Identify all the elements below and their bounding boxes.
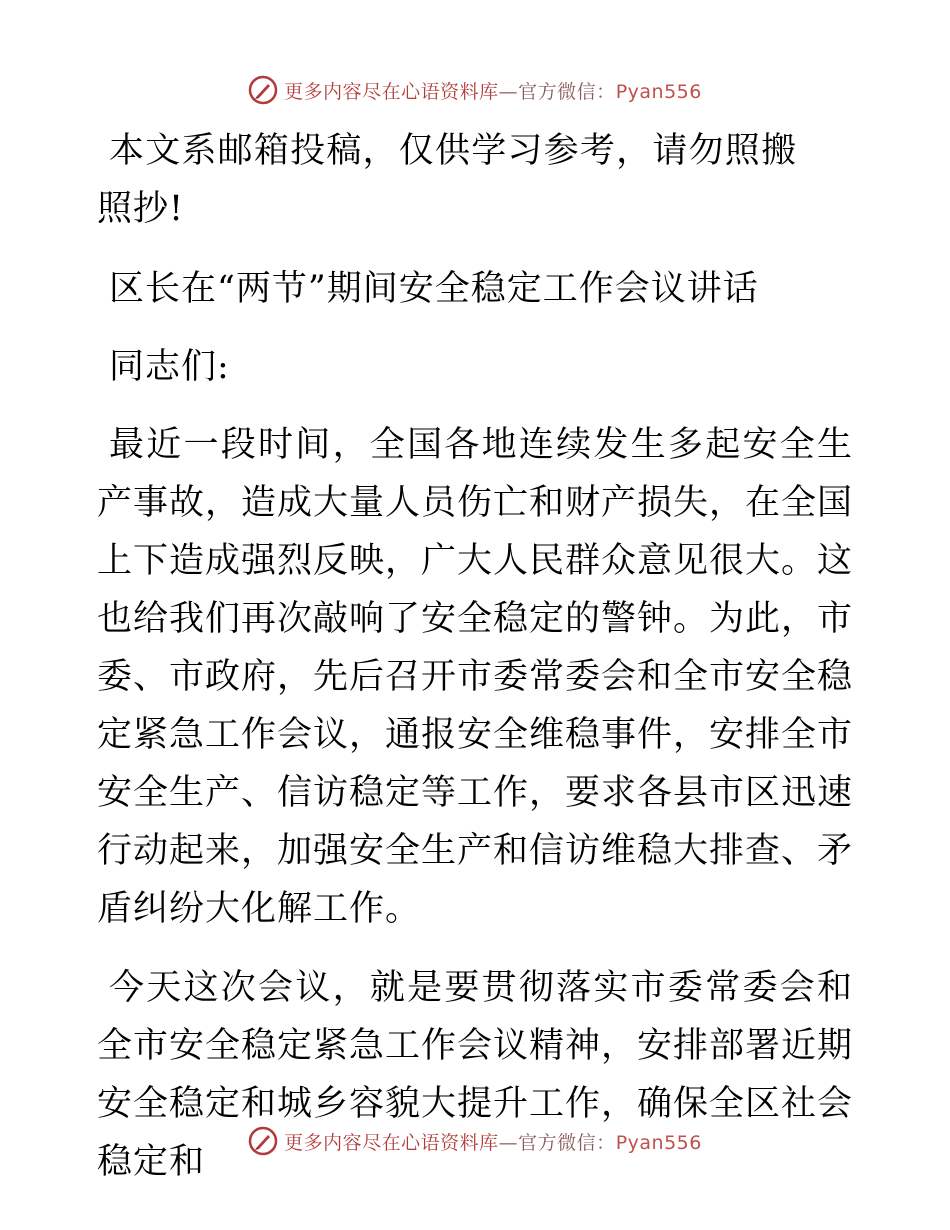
- greeting: 同志们:: [109, 347, 230, 387]
- document-body: [97, 122, 853, 1212]
- watermark-wechat-label: 官方微信：: [518, 80, 616, 103]
- watermark-handle: Pyan556: [615, 1131, 702, 1154]
- watermark-handle: Pyan556: [615, 80, 702, 103]
- speech-title: 区长在“两节”期间安全稳定工作会议讲话: [109, 269, 759, 309]
- watermark-text: [284, 1128, 702, 1155]
- watermark-brand: 更多内容尽在心语资料库: [284, 1131, 499, 1154]
- watermark-wechat-label: 官方微信：: [518, 1131, 616, 1154]
- quill-logo-icon: [248, 75, 278, 105]
- paragraph-2: 今天这次会议，就是要贯彻落实市委常委会和全市安全稳定紧急工作会议精神，安排部署近期安全稳定和城乡容貌大提升工作，确保全区社会稳定和: [97, 968, 854, 1182]
- footer-watermark: [0, 1121, 950, 1161]
- watermark-brand: 更多内容尽在心语资料库: [284, 80, 499, 103]
- watermark-separator: —: [498, 80, 519, 103]
- notice-text: 本文系邮箱投稿，仅供学习参考，请勿照搬照抄!: [97, 131, 797, 229]
- quill-logo-icon: [248, 1126, 278, 1156]
- watermark-text: [284, 77, 702, 104]
- paragraph-1: 最近一段时间，全国各地连续发生多起安全生产事故，造成大量人员伤亡和财产损失，在全国上下造成强烈反映，广大人民群众意见很大。这也给我们再次敲响了安全稳定的警钟。为此，市委、市政府，先后召开市委常委会和全市安全稳定紧急工作会议，通报安全维稳事件，安排全市安全生产、信访稳定等工作，要求各县市区迅速行动起来，加强安全生产和信访维稳大排查、矛盾纠纷大化解工作。: [97, 425, 854, 929]
- watermark-separator: —: [498, 1131, 519, 1154]
- header-watermark: [0, 70, 950, 110]
